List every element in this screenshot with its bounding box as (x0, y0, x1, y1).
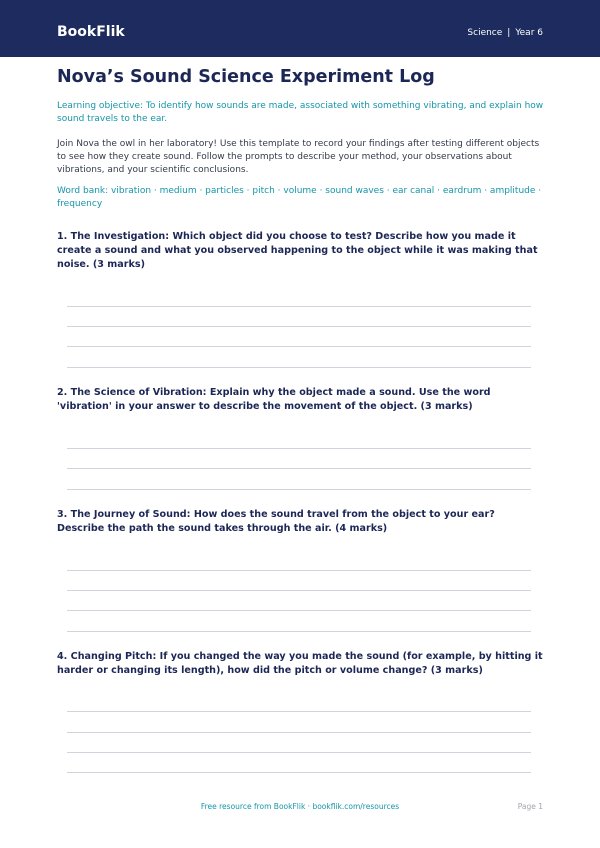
answer-line[interactable] (67, 752, 531, 753)
question-2 (57, 386, 543, 414)
word-bank: Word bank: vibration · medium · particles · pitch · volume · sound waves · ear canal · eardrum · amplitude · frequency (57, 186, 542, 209)
separator: | (507, 28, 511, 38)
answer-line[interactable] (67, 306, 531, 307)
answer-line[interactable] (67, 570, 531, 571)
page-number: Page 1 (517, 802, 543, 811)
question-3-text: 3. The Journey of Sound: How does the sound travel from the object to your ear? Describe the path the sound takes through the air. (4 marks) (57, 509, 495, 534)
answer-line[interactable] (67, 489, 531, 490)
question-2-text: 2. The Science of Vibration: Explain why the object made a sound. Use the word 'vibration' in your answer to describe the movement of the object. (3 marks) (57, 387, 491, 412)
page-title: Nova’s Sound Science Experiment Log (57, 67, 435, 87)
question-3 (57, 508, 543, 536)
page-header (0, 0, 600, 57)
question-4-text: 4. Changing Pitch: If you changed the way you made the sound (for example, by hitting it harder or changing its length), how did the pitch or volume change? (3 marks) (57, 651, 543, 676)
footer-link[interactable]: Free resource from BookFlik · bookflik.com/resources (200, 802, 400, 811)
learning-objective: Learning objective: To identify how sounds are made, associated with something vibrating, and explain how sound travels to the ear. (57, 101, 544, 124)
subject-label: Science (467, 28, 503, 38)
brand-logo: BookFlik (57, 24, 125, 40)
answer-line[interactable] (67, 346, 531, 347)
subject-year-label (467, 27, 543, 39)
answer-line[interactable] (67, 367, 531, 368)
answer-line[interactable] (67, 468, 531, 469)
answer-line[interactable] (67, 772, 531, 773)
answer-line[interactable] (67, 631, 531, 632)
intro-text: Join Nova the owl in her laboratory! Use this template to record your findings after testing different objects to see how they create sound. Follow the prompts to describe your method, your observations about vibrations, and your scientific conclusions. (57, 139, 540, 175)
year-label: Year 6 (515, 28, 543, 38)
answer-line[interactable] (67, 711, 531, 712)
question-1-text: 1. The Investigation: Which object did you choose to test? Describe how you made it create a sound and what you observed happening to the object while it was making that noise. (3 marks) (57, 231, 538, 270)
answer-line[interactable] (67, 448, 531, 449)
answer-line[interactable] (67, 590, 531, 591)
answer-line[interactable] (67, 326, 531, 327)
question-1 (57, 230, 543, 272)
question-4 (57, 650, 543, 678)
answer-line[interactable] (67, 610, 531, 611)
answer-line[interactable] (67, 732, 531, 733)
